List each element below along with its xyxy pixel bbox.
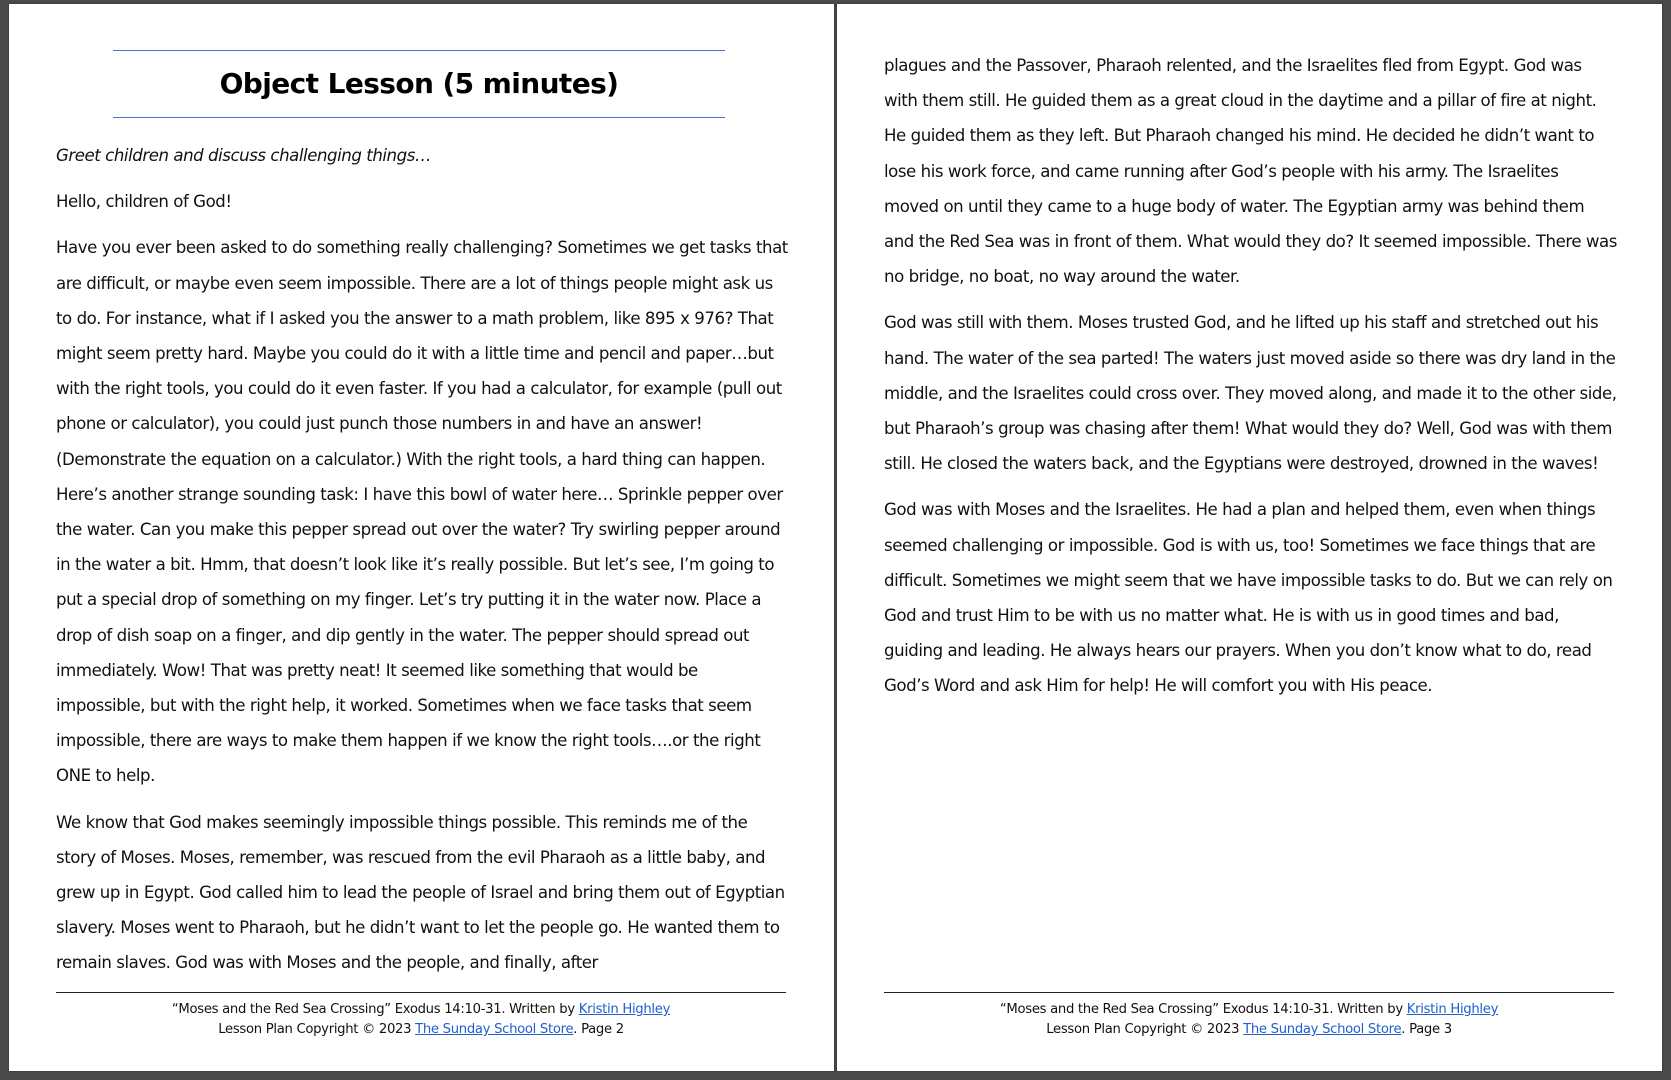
page-3-content	[884, 48, 1617, 715]
paragraph: Have you ever been asked to do something really challenging? Sometimes we get tasks that are difficult, or maybe even seem impossible. There are a lot of things people might ask us to do. For instance, what if I asked you the answer to a math problem, like 895 x 976? That might seem pretty hard. Maybe you could do it with a little time and pencil and paper…but with the right tools, you could do it even faster. If you had a calculator, for example (pull out phone or calculator), you could just punch those numbers in and have an answer! (Demonstrate the equation on a calculator.) With the right tools, a hard thing can happen. Here’s another strange sounding task: I have this bowl of water here… Sprinkle pepper over the water. Can you make this pepper spread out over the water? Try swirling pepper around in the water a bit. Hmm, that doesn’t look like it’s really possible. But let’s see, I’m going to put a special drop of something on my finger. Let’s try putting it in the water now. Place a drop of dish soap on a finger, and dip gently in the water. The pepper should spread out immediately. Wow! That was pretty neat! It seemed like something that would be impossible, but with the right help, it worked. Sometimes when we face tasks that seem impossible, there are ways to make them happen if we know the right tools….or the right ONE to help.	[56, 238, 788, 786]
paragraph: plagues and the Passover, Pharaoh relented, and the Israelites fled from Egypt. God was with them still. He guided them as a great cloud in the daytime and a pillar of fire at night. He guided them as they left. But Pharaoh changed his mind. He decided he didn’t want to lose his work force, and came running after God’s people with his army. The Israelites moved on until they came to a huge body of water. The Egyptian army was behind them and the Red Sea was in front of them. What would they do? It seemed impossible. There was no bridge, no boat, no way around the water.	[884, 56, 1617, 287]
footer-line-1	[56, 1000, 786, 1020]
paragraph: We know that God makes seemingly impossible things possible. This reminds me of the story of Moses. Moses, remember, was rescued from the evil Pharaoh as a little baby, and grew up in Egypt. God called him to lead the people of Israel and bring them out of Egyptian slavery. Moses went to Pharaoh, but he didn’t want to let the people go. He wanted them to remain slaves. God was with Moses and the people, and finally, after	[56, 812, 785, 973]
store-link[interactable]: The Sunday School Store	[415, 1022, 574, 1037]
footer-line-2	[884, 1020, 1614, 1040]
footer-line-1	[884, 1000, 1614, 1020]
author-link[interactable]: Kristin Highley	[578, 1002, 671, 1017]
author-link[interactable]: Kristin Highley	[1406, 1002, 1499, 1017]
page-2	[9, 4, 834, 1071]
paragraph: Hello, children of God!	[56, 192, 232, 212]
heading-box	[113, 50, 725, 118]
page-3	[837, 4, 1662, 1071]
page-2-content	[56, 4, 789, 992]
page-number: . Page 2	[573, 1022, 624, 1037]
paragraph: God was still with them. Moses trusted God, and he lifted up his staff and stretched out his hand. The water of the sea parted! The waters just moved aside so there was dry land in the middle, and the Israelites could cross over. They moved along, and made it to the other side, but Pharaoh’s group was chasing after them! What would they do? Well, God was with them still. He closed the waters back, and the Egyptians were destroyed, drowned in the waves!	[884, 313, 1617, 474]
footer-citation: “Moses and the Red Sea Crossing” Exodus 14:10-31. Written by	[171, 1002, 579, 1017]
footer-line-2	[56, 1020, 786, 1040]
footer-copyright: Lesson Plan Copyright © 2023	[218, 1022, 416, 1037]
paragraph: God was with Moses and the Israelites. He had a plan and helped them, even when things seemed challenging or impossible. God is with us, too! Sometimes we face things that are difficult. Sometimes we might seem that we have impossible tasks to do. But we can rely on God and trust Him to be with us no matter what. He is with us in good times and bad, guiding and leading. He always hears our prayers. When you don’t know what to do, read God’s Word and ask Him for help! He will comfort you with His peace.	[884, 500, 1613, 696]
footer-copyright: Lesson Plan Copyright © 2023	[1046, 1022, 1244, 1037]
section-heading: Object Lesson (5 minutes)	[219, 67, 619, 100]
intro-instruction: Greet children and discuss challenging things…	[56, 146, 432, 165]
page-footer	[884, 992, 1614, 1040]
page-number: . Page 3	[1401, 1022, 1452, 1037]
page-footer	[56, 992, 786, 1040]
store-link[interactable]: The Sunday School Store	[1243, 1022, 1402, 1037]
footer-citation: “Moses and the Red Sea Crossing” Exodus 14:10-31. Written by	[999, 1002, 1407, 1017]
